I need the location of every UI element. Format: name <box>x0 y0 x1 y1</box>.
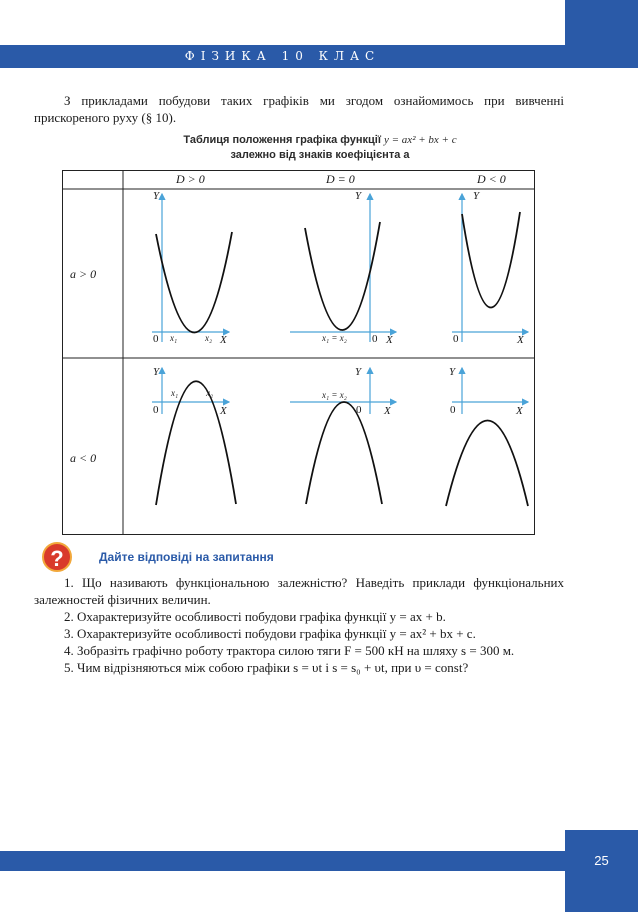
caption-line2: залежно від знаків коефіцієнта a <box>230 149 410 161</box>
caption-line1: Таблиця положення графіка функції <box>183 134 384 146</box>
origin-label: 0 <box>356 404 362 416</box>
table-caption <box>100 133 540 163</box>
page-number: 25 <box>594 853 609 868</box>
root-x2-label: x₂ <box>205 333 213 343</box>
axis-x-label: X <box>517 334 524 346</box>
questions-heading: Дайте відповіді на запитання <box>99 550 274 564</box>
intro-text: З прикладами побудови таких графіків ми згодом ознайомимось при вивченні прискореного руху (§ 10). <box>34 93 564 125</box>
running-header-title: ФІЗИКА 10 КЛАС <box>184 49 381 63</box>
graph-dzero-aneg <box>290 368 396 504</box>
origin-label: 0 <box>372 333 378 345</box>
origin-label: 0 <box>153 333 159 345</box>
question-item: 4. Зобразіть графічно роботу трактора силою тяги F = 500 кН на шляху s = 300 м. <box>64 643 515 658</box>
col-header-dzero: D = 0 <box>326 172 355 186</box>
origin-label: 0 <box>450 404 456 416</box>
axis-y-label: Y <box>153 366 160 378</box>
axis-x-label: X <box>220 405 227 417</box>
parabola-table <box>62 170 536 536</box>
graph-dneg-apos <box>452 194 528 342</box>
graph-dzero-apos <box>290 194 396 342</box>
questions-list <box>34 574 564 676</box>
question-icon: ? <box>42 542 72 572</box>
root-x2-label: x₂ <box>206 388 214 398</box>
col-header-dneg: D < 0 <box>477 172 506 186</box>
root-x1-eq-x2-label: x₁ = x₂ <box>322 390 347 400</box>
graph-dneg-aneg <box>446 368 528 506</box>
intro-paragraph <box>34 92 564 126</box>
row-header-apos: a > 0 <box>70 267 97 281</box>
axis-x-label: X <box>516 405 523 417</box>
caption-formula: y = ax² + bx + c <box>384 134 457 146</box>
question-item: 2. Охарактеризуйте особливості побудови графіка функції y = ax + b. <box>64 609 446 624</box>
origin-label: 0 <box>453 333 459 345</box>
corner-block <box>565 0 638 68</box>
footer-bar <box>0 851 565 871</box>
axis-x-label: X <box>386 334 393 346</box>
axis-x-label: X <box>220 334 227 346</box>
axis-y-label: Y <box>355 366 362 378</box>
question-item: 5. Чим відрізняються між собою графіки s = υt і s = s₀ + υt, при υ = const? <box>64 660 469 675</box>
origin-label: 0 <box>153 404 159 416</box>
axis-y-label: Y <box>355 190 362 202</box>
graph-dpos-apos <box>152 194 232 342</box>
axis-y-label: Y <box>153 190 160 202</box>
col-header-dpos: D > 0 <box>176 172 205 186</box>
question-item: 1. Що називають функціональною залежністю? Наведіть приклади функціональних залежностей фізичних величин. <box>34 575 564 607</box>
root-x1-eq-x2-label: x₁ = x₂ <box>322 333 347 343</box>
root-x1-label: x₁ <box>171 388 179 398</box>
page-number-block <box>565 830 638 912</box>
row-header-aneg: a < 0 <box>70 451 97 465</box>
axis-y-label: Y <box>449 366 456 378</box>
axis-y-label: Y <box>473 190 480 202</box>
axis-x-label: X <box>384 405 391 417</box>
question-item: 3. Охарактеризуйте особливості побудови графіка функції y = ax² + bx + c. <box>64 626 476 641</box>
graph-dpos-aneg <box>152 368 236 505</box>
root-x1-label: x₁ <box>170 333 178 343</box>
